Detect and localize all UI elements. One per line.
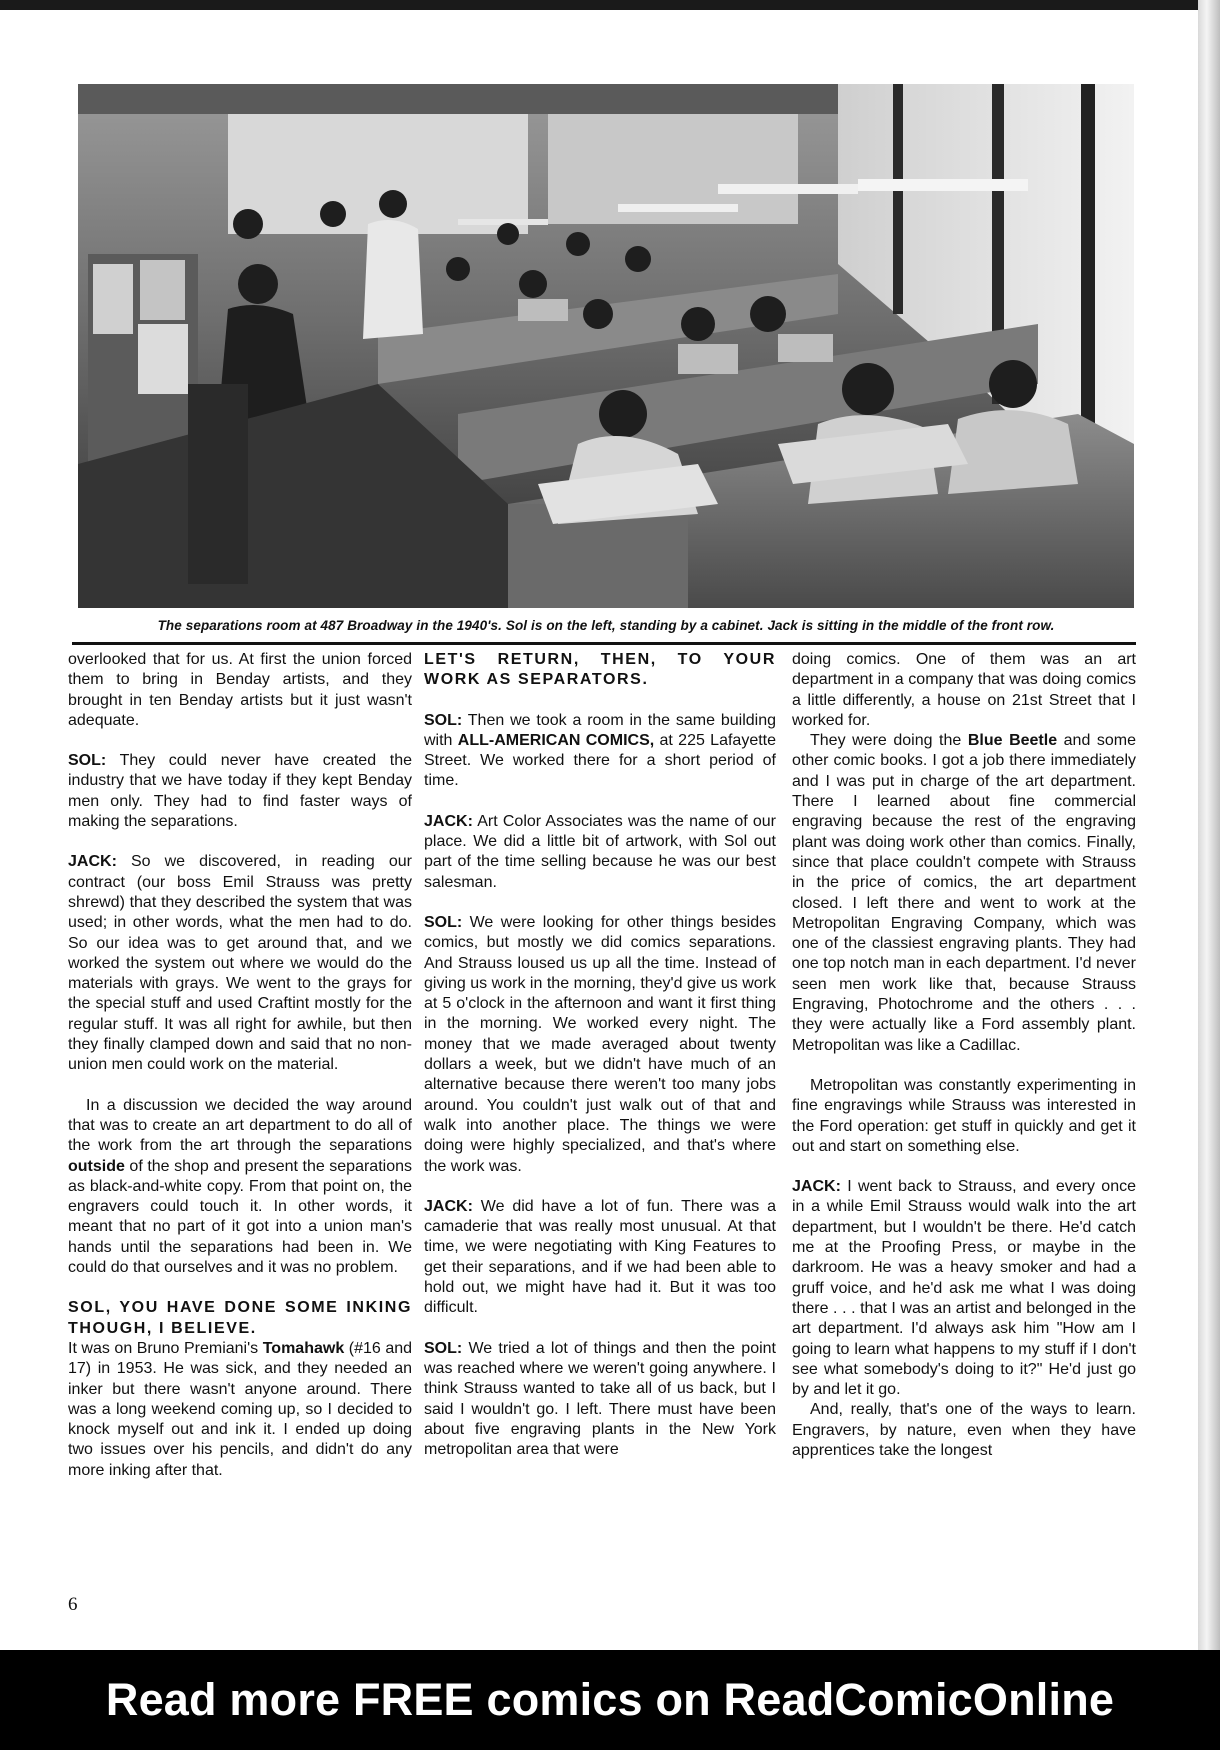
promo-banner: Read more FREE comics on ReadComicOnline <box>0 1650 1220 1750</box>
photo-caption: The separations room at 487 Broadway in the 1940's. Sol is on the left, standing by a cabinet. Jack is sitting in the middle of the front row. <box>157 618 1055 633</box>
paragraph-text: (#16 and 17) in 1953. He was sick, and they needed an inker but there wasn't anyone around. There was a long weekend coming up, so I decided to knock myself out and ink it. I ended up doing two issues over his pencils, and didn't do any more inking after that. <box>68 1339 412 1479</box>
interview-question: SOL, YOU HAVE DONE SOME INKING THOUGH, I BELIEVE. <box>68 1299 412 1337</box>
paragraph <box>424 711 776 792</box>
interview-question: LET'S RETURN, THEN, TO YOUR WORK AS SEPARATORS. <box>424 651 776 689</box>
article-column-2 <box>424 650 776 1600</box>
paragraph-text: They could never have created the industry that we have today if they kept Benday men only. They had to find faster ways of making the separations. <box>68 752 412 831</box>
paragraph <box>68 1339 412 1481</box>
paragraph <box>424 913 776 1177</box>
emphasis-text: ALL-AMERICAN COMICS, <box>457 731 655 749</box>
paragraph-text: Metropolitan was constantly experimenting in fine engravings while Strauss was interested in the Ford operation: get stuff in quickly and get it out and start on something else. <box>792 1076 1136 1155</box>
paragraph <box>68 1096 412 1279</box>
paragraph <box>792 1076 1136 1157</box>
paragraph-text: It was on Bruno Premiani's <box>68 1339 263 1357</box>
paragraph-text: at 225 Lafayette Street. We worked there for a short period of time. <box>424 731 776 790</box>
emphasis-text: outside <box>68 1157 125 1175</box>
paragraph-text: and some other comic books. I got a job there immediately and I was put in charge of the art department. There I learned about fine commercial engraving because the rest of the engraving plant was doing work other than comics. Finally, since that place couldn't compete with Strauss in the price of comics, the art department closed. I left there and went to work at the Metropolitan Engraving Company, which was one of the classiest engraving plants. They had one top notch man in each department. I'd never seen men work like that, because Strauss Engraving, Photochrome and the others . . . they were actually like a Ford assembly plant. Metropolitan was like a Cadillac. <box>792 732 1136 1054</box>
speaker-label: SOL: <box>424 913 463 931</box>
page-edge-shadow <box>1198 0 1220 1650</box>
paragraph <box>68 751 412 832</box>
divider-rule <box>72 642 1136 645</box>
paragraph-text: We did have a lot of fun. There was a camaderie that was really most unusual. At that time, we were negotiating with King Features to get their separations, and if we had been able to hold out, we might have had it. But it was too difficult. <box>424 1197 776 1317</box>
paragraph-text: We were looking for other things besides comics, but mostly we did comics separations. And Strauss loused us up all the time. Instead of giving us work in the morning, they'd give us work at 5 o'clock in the afternoon and want it first thing in the morning. We worked every night. The money that we made averaged about twenty dollars a week, but we didn't have much of an alternative because there weren't too many jobs around. You couldn't just walk out of that and walk into another place. The things we were doing were highly specialized, and that's where the work was. <box>424 913 776 1175</box>
paragraph-text: We tried a lot of things and then the point was reached where we weren't going anywhere. I think Strauss wanted to take all of us back, but I said I wouldn't go. I left. There must have been about five engraving plants in the New York metropolitan area that were <box>424 1339 776 1459</box>
speaker-label: SOL: <box>424 711 463 729</box>
paragraph <box>792 650 1136 731</box>
emphasis-text: Blue Beetle <box>967 732 1058 750</box>
emphasis-text: Tomahawk <box>262 1339 345 1357</box>
article-column-3 <box>792 650 1136 1600</box>
paragraph-text: In a discussion we decided the way around that was to create an art department to do all of the work from the art through the separations <box>68 1096 412 1155</box>
speaker-label: SOL: <box>424 1339 463 1357</box>
top-border <box>0 0 1220 10</box>
paragraph <box>68 650 412 731</box>
paragraph-text: doing comics. One of them was an art department in a company that was doing comics a little differently, a house on 21st Street that I worked for. <box>792 651 1136 729</box>
paragraph <box>68 852 412 1075</box>
paragraph-text: So we discovered, in reading our contract (our boss Emil Strauss was pretty shrewd) that they described the system that was used; in other words, what the men had to do. So our idea was to get around that, and we worked the system out where we would do the materials with grays. We went to the grays for the special stuff and used Craftint mostly for the regular stuff. It was all right for awhile, but then they finally clamped down and said that no non-union men could work on the material. <box>68 853 412 1074</box>
speaker-label: JACK: <box>424 812 473 830</box>
paragraph-text: Then we took a room in the same building with <box>424 711 776 749</box>
paragraph <box>792 1400 1136 1461</box>
page-number: 6 <box>68 1594 78 1615</box>
paragraph-text: overlooked that for us. At first the union forced them to bring in Benday artists, and they brought in ten Benday artists but it just wasn't adequate. <box>68 651 412 729</box>
paragraph <box>424 1197 776 1319</box>
paragraph <box>792 731 1136 1056</box>
paragraph-text: I went back to Strauss, and every once in a while Emil Strauss would walk into the art department, but I wouldn't be there. He'd catch me at the Proofing Press, or maybe in the darkroom. He was a heavy smoker and had a gruff voice, and he'd ask me what I was doing there . . . that I was an artist and belonged in the art department. I'd always ask him "How am I going to learn what happens to my stuff if I don't see what somebody's doing to it?" He'd just go by and let it go. <box>792 1178 1136 1399</box>
speaker-label: JACK: <box>424 1197 473 1215</box>
speaker-label: SOL: <box>68 752 107 770</box>
separations-room-photo <box>78 84 1134 608</box>
paragraph-text: Art Color Associates was the name of our place. We did a little bit of artwork, with Sol out part of the time selling because he was our best salesman. <box>424 812 776 891</box>
paragraph-text: They were doing the <box>810 732 968 750</box>
article-column-1 <box>68 650 412 1600</box>
speaker-label: JACK: <box>792 1178 841 1196</box>
paragraph-text: of the shop and present the separations as black-and-white copy. From that point on, the engravers could touch it. In other words, it meant that no part of it got into a union man's hands until the separations had been in. We could do that ourselves and it was no problem. <box>68 1157 412 1277</box>
paragraph <box>792 1177 1136 1400</box>
speaker-label: JACK: <box>68 853 117 871</box>
paragraph-text: And, really, that's one of the ways to learn. Engravers, by nature, even when they have apprentices take the longest <box>792 1401 1136 1459</box>
paragraph <box>424 812 776 893</box>
paragraph <box>424 1339 776 1461</box>
